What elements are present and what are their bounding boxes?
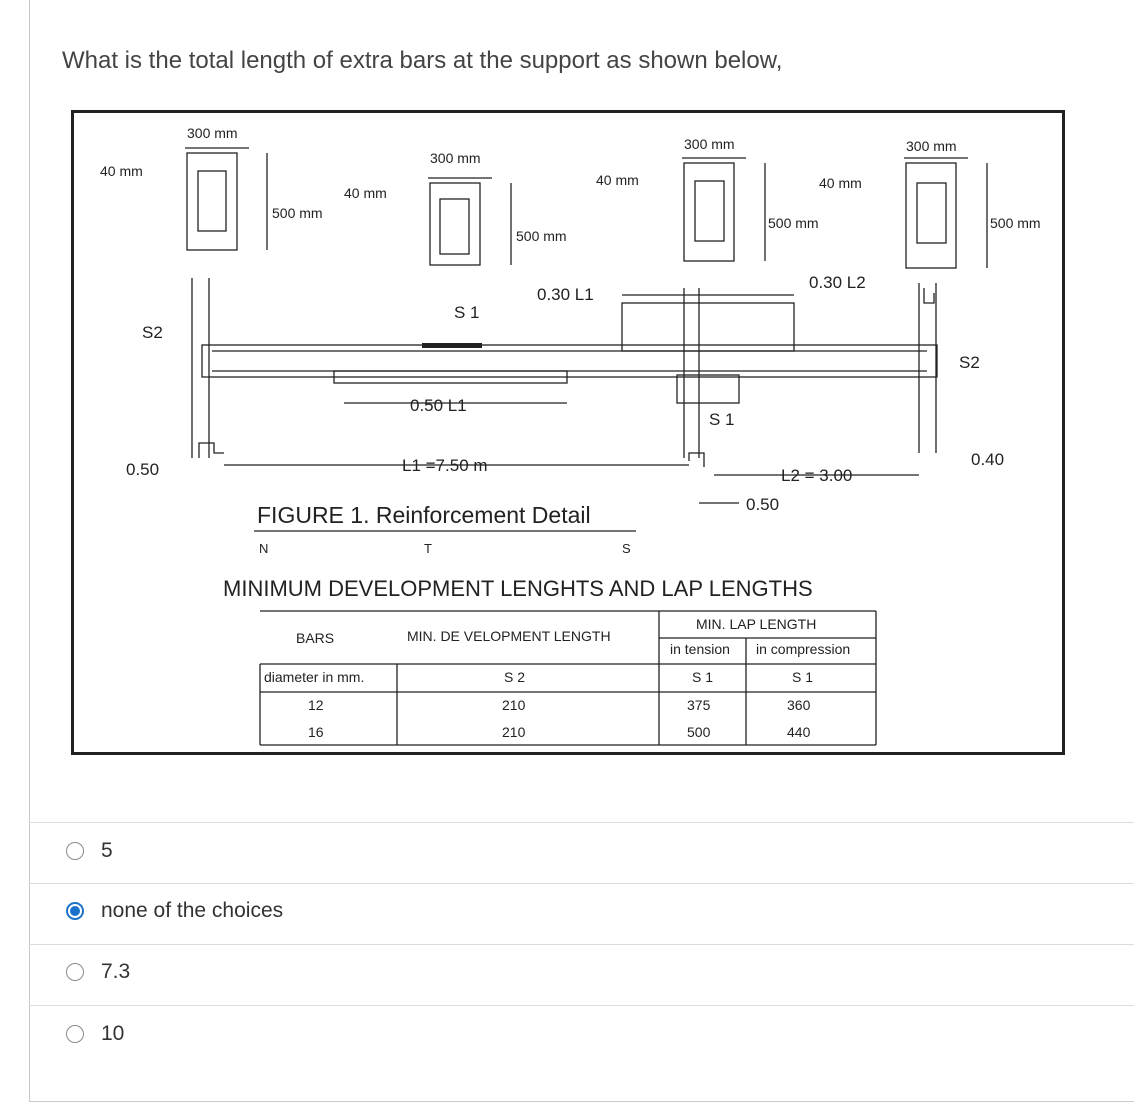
l2-span-label: L2 = 3.00 bbox=[781, 466, 853, 485]
option-5[interactable] bbox=[66, 836, 113, 866]
right-support-label: 0.40 bbox=[971, 450, 1005, 469]
table-sub-dev: S 2 bbox=[504, 669, 526, 685]
mid-hook bbox=[689, 453, 704, 467]
section-4-stirrup bbox=[917, 183, 946, 243]
sec3-depth-label: 500 mm bbox=[768, 215, 819, 231]
table-row1-dev: 210 bbox=[502, 697, 526, 713]
scale-letter-t: T bbox=[424, 541, 432, 556]
l1-bottom-label: 0.50 L1 bbox=[410, 396, 467, 415]
table-row2-dev: 210 bbox=[502, 724, 526, 740]
option-label: 5 bbox=[101, 839, 113, 862]
sec1-cover-label: 40 mm bbox=[100, 163, 143, 179]
radio-option-10[interactable] bbox=[66, 1025, 84, 1043]
table-sub-diameter: diameter in mm. bbox=[264, 669, 365, 685]
sec4-depth-label: 500 mm bbox=[990, 215, 1041, 231]
sec2-cover-label: 40 mm bbox=[344, 185, 387, 201]
radio-option-none-selected[interactable] bbox=[66, 902, 84, 920]
table-row2-compression: 440 bbox=[787, 724, 811, 740]
section-2 bbox=[430, 183, 480, 265]
section-1 bbox=[187, 153, 237, 250]
table-col-bars: BARS bbox=[296, 630, 335, 646]
sec3-width-label: 300 mm bbox=[684, 136, 735, 152]
figure-title: FIGURE 1. Reinforcement Detail bbox=[257, 502, 591, 528]
radio-option-5[interactable] bbox=[66, 842, 84, 860]
option-10[interactable] bbox=[66, 1019, 124, 1049]
l1-span-label: L1 =7.50 m bbox=[402, 456, 488, 475]
s2-left-label: S2 bbox=[142, 323, 163, 342]
beam-outline bbox=[202, 345, 937, 377]
sec1-width-label: 300 mm bbox=[187, 125, 238, 141]
table-col-tension: in tension bbox=[670, 641, 730, 657]
option-label: 7.3 bbox=[101, 960, 131, 983]
s1-top-bar-fill bbox=[422, 343, 482, 348]
s1-bottom-bar bbox=[677, 375, 739, 403]
section-1-stirrup bbox=[198, 171, 226, 231]
question-text: What is the total length of extra bars at the support as shown below, bbox=[62, 47, 783, 74]
option-divider bbox=[29, 822, 1134, 823]
sec4-width-label: 300 mm bbox=[906, 138, 957, 154]
s1-top-label: S 1 bbox=[454, 303, 480, 322]
table-row1-compression: 360 bbox=[787, 697, 811, 713]
section-2-stirrup bbox=[440, 199, 469, 254]
table-sub-compression: S 1 bbox=[792, 669, 814, 685]
sec1-depth-label: 500 mm bbox=[272, 205, 323, 221]
table-heading: MINIMUM DEVELOPMENT LENGHTS AND LAP LENGTHS bbox=[223, 576, 813, 601]
sec4-cover-label: 40 mm bbox=[819, 175, 862, 191]
sec3-cover-label: 40 mm bbox=[596, 172, 639, 188]
option-label: none of the choices bbox=[101, 899, 284, 922]
left-support-label: 0.50 bbox=[126, 460, 160, 479]
reinforcement-diagram bbox=[74, 113, 1062, 752]
radio-option-7-3[interactable] bbox=[66, 963, 84, 981]
right-hook bbox=[924, 288, 934, 303]
reinforcement-figure bbox=[71, 110, 1065, 755]
table-row1-diameter: 12 bbox=[308, 697, 324, 713]
table-row1-tension: 375 bbox=[687, 697, 711, 713]
table-row2-tension: 500 bbox=[687, 724, 711, 740]
option-7-3[interactable] bbox=[66, 957, 130, 987]
section-3-stirrup bbox=[695, 181, 724, 241]
s2-right-label: S2 bbox=[959, 353, 980, 372]
table-row2-diameter: 16 bbox=[308, 724, 324, 740]
extra-top-bars bbox=[622, 303, 794, 351]
option-divider bbox=[29, 883, 1134, 884]
s1-bottom-label: S 1 bbox=[709, 410, 735, 429]
option-divider bbox=[29, 944, 1134, 945]
mid-support-label: 0.50 bbox=[746, 495, 780, 514]
section-4 bbox=[906, 163, 956, 268]
table-sub-tension: S 1 bbox=[692, 669, 714, 685]
option-divider bbox=[29, 1005, 1134, 1006]
l2-top-label: 0.30 L2 bbox=[809, 273, 866, 292]
scale-letter-n: N bbox=[259, 541, 269, 556]
option-label: 10 bbox=[101, 1022, 125, 1045]
scale-letter-s: S bbox=[622, 541, 631, 556]
table-col-dev: MIN. DE VELOPMENT LENGTH bbox=[407, 628, 611, 644]
table-col-compression: in compression bbox=[756, 641, 851, 657]
l1-top-label: 0.30 L1 bbox=[537, 285, 594, 304]
option-none-of-the-choices[interactable] bbox=[66, 896, 283, 926]
section-3 bbox=[684, 163, 734, 261]
sec2-width-label: 300 mm bbox=[430, 150, 481, 166]
sec2-depth-label: 500 mm bbox=[516, 228, 567, 244]
table-col-lap: MIN. LAP LENGTH bbox=[696, 616, 817, 632]
left-hook bbox=[199, 443, 224, 458]
